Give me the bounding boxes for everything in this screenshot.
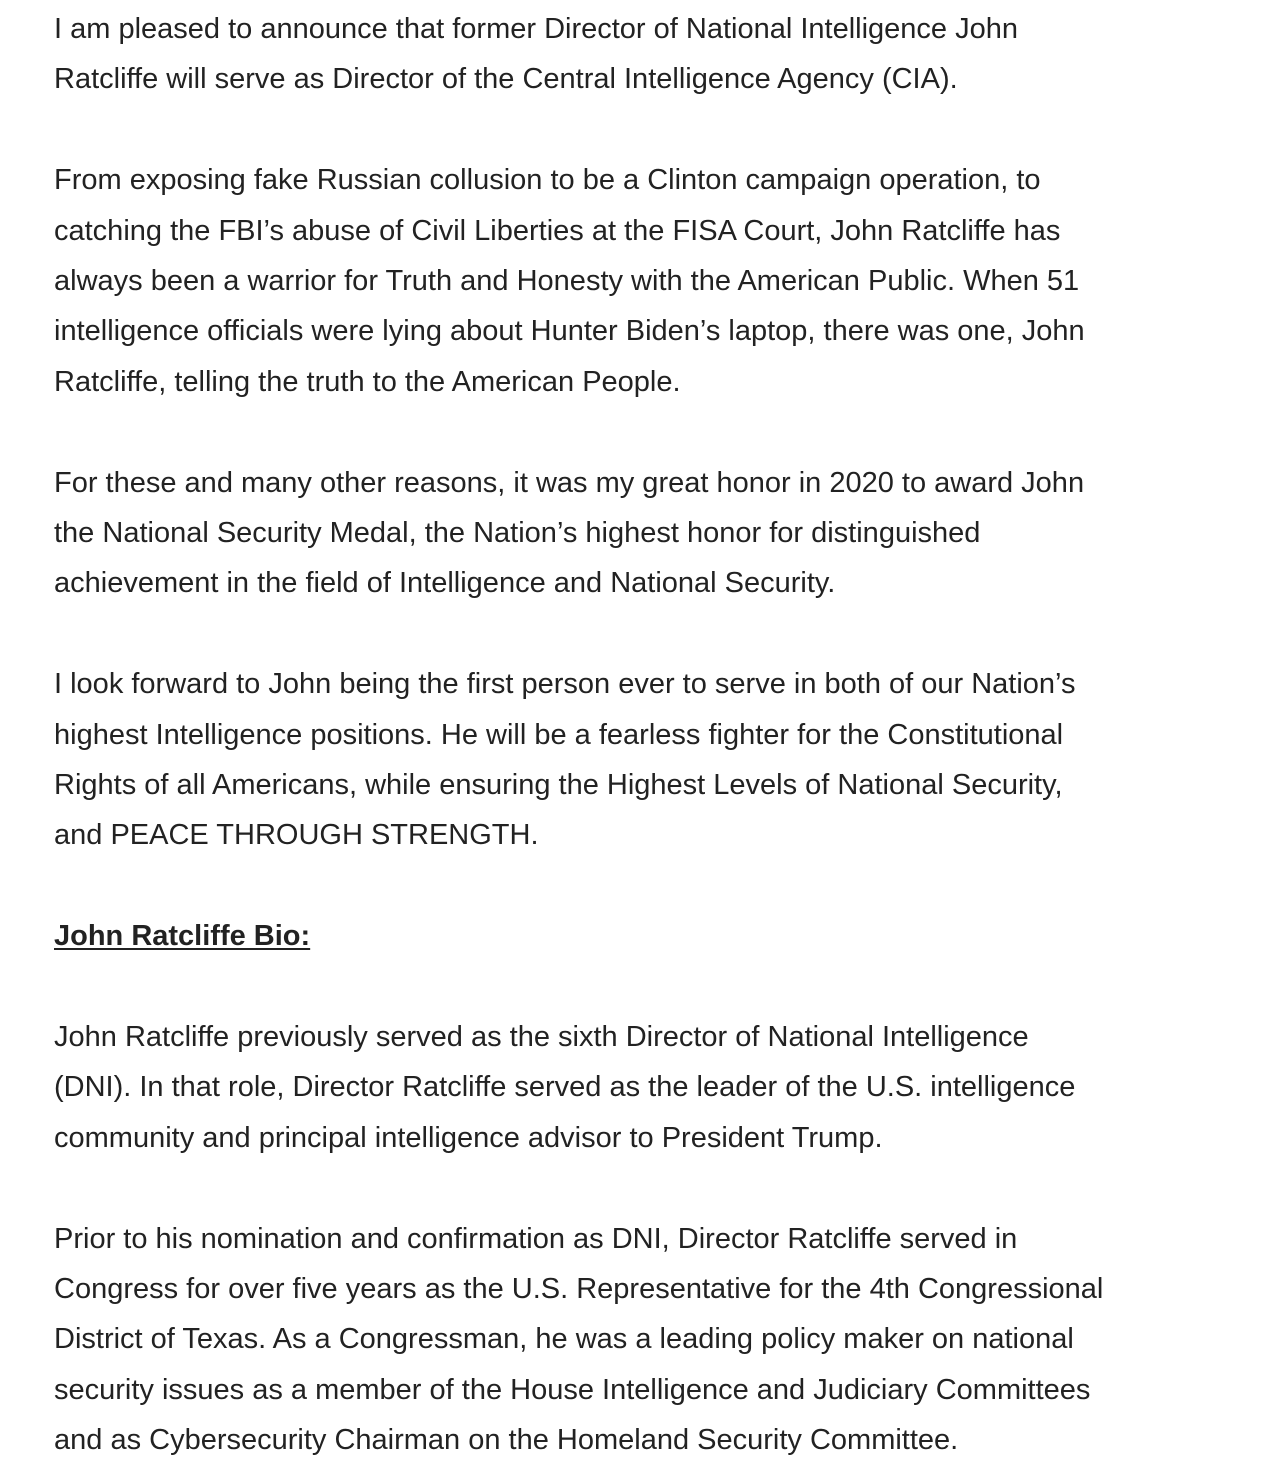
text-line: I am pleased to announce that former Director of National Intelligence John — [54, 13, 1018, 45]
text-line: Ratcliffe will serve as Director of the Central Intelligence Agency (CIA). — [54, 63, 958, 96]
text-line: (DNI). In that role, Director Ratcliffe served as the leader of the U.S. intelligence — [54, 1071, 1076, 1104]
text-line: John Ratcliffe previously served as the sixth Director of National Intelligence — [54, 1021, 1029, 1054]
text-line: community and principal intelligence advisor to President Trump. — [54, 1121, 883, 1154]
paragraph-bio-dni — [54, 1012, 1234, 1163]
bio-heading-paragraph — [54, 911, 1234, 961]
text-line: I look forward to John being the first person ever to serve in both of our Nation’s — [54, 668, 1076, 701]
text-line: the National Security Medal, the Nation’s highest honor for distinguished — [54, 517, 981, 550]
text-line: intelligence officials were lying about Hunter Biden’s laptop, there was one, John — [54, 315, 1085, 348]
text-line: For these and many other reasons, it was my great honor in 2020 to award John — [54, 466, 1085, 499]
text-line: achievement in the field of Intelligence and National Security. — [54, 567, 836, 600]
bio-heading: John Ratcliffe Bio: — [54, 920, 311, 953]
text-line: Prior to his nomination and confirmation as DNI, Director Ratcliffe served in — [54, 1222, 1018, 1255]
paragraph-record — [54, 155, 1234, 407]
paragraph-outlook — [54, 659, 1234, 861]
text-line: From exposing fake Russian collusion to be a Clinton campaign operation, to — [54, 164, 1041, 197]
paragraph-announcement — [54, 4, 1234, 105]
paragraph-medal — [54, 458, 1234, 609]
paragraph-bio-congress — [54, 1214, 1234, 1466]
text-line: and PEACE THROUGH STRENGTH. — [54, 819, 539, 852]
text-line: Ratcliffe, telling the truth to the American People. — [54, 365, 681, 398]
text-line: and as Cybersecurity Chairman on the Homeland Security Committee. — [54, 1424, 959, 1457]
text-line: always been a warrior for Truth and Honesty with the American Public. When 51 — [54, 265, 1080, 298]
announcement-document — [54, 0, 1234, 1466]
text-line: District of Texas. As a Congressman, he was a leading policy maker on national — [54, 1323, 1074, 1356]
text-line: Rights of all Americans, while ensuring the Highest Levels of National Security, — [54, 769, 1063, 802]
text-line: highest Intelligence positions. He will be a fearless fighter for the Constitutional — [54, 718, 1064, 751]
text-line: Congress for over five years as the U.S. Representative for the 4th Congressional — [54, 1273, 1104, 1306]
text-line: security issues as a member of the House Intelligence and Judiciary Committees — [54, 1373, 1091, 1406]
text-line: catching the FBI’s abuse of Civil Liberties at the FISA Court, John Ratcliffe has — [54, 214, 1061, 247]
